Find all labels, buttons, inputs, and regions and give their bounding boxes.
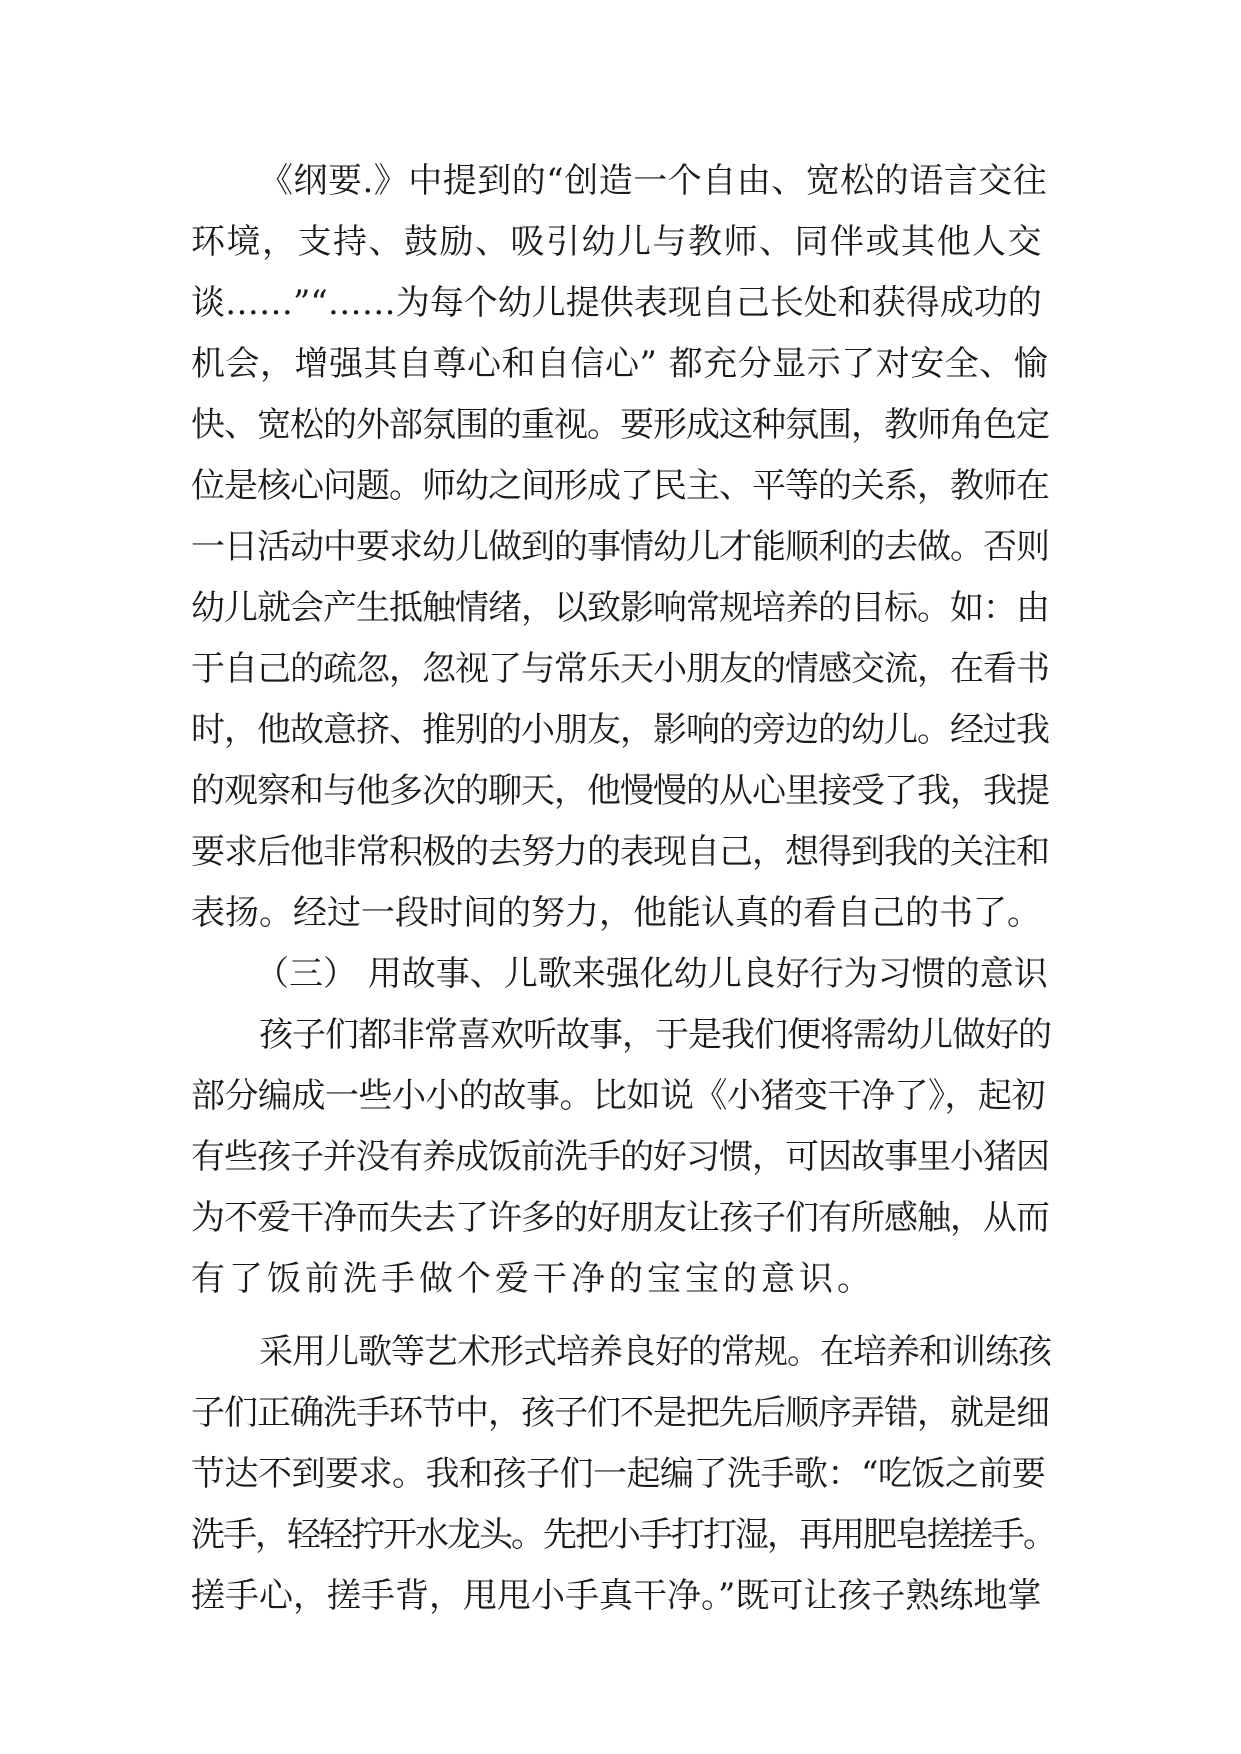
text-line: 有些孩子并没有养成饭前洗手的好习惯，可因故事里小猪因 <box>191 1137 1049 1177</box>
text-line: 子们正确洗手环节中，孩子们不是把先后顺序弄错，就是细 <box>191 1393 1049 1433</box>
text-line: 时，他故意挤、推别的小朋友，影响的旁边的幼儿。经过我 <box>191 710 1049 750</box>
text-line: 一日活动中要求幼儿做到的事情幼儿才能顺利的去做。否则 <box>191 527 1049 567</box>
text-line: 谈……”“……为每个幼儿提供表现自己长处和获得成功的 <box>191 283 1042 323</box>
text-line: 采用儿歌等艺术形式培养良好的常规。在培养和训练孩 <box>259 1332 1051 1372</box>
text-line: 《纲要.》中提到的“创造一个自由、宽松的语言交往 <box>259 161 1048 201</box>
text-line: 孩子们都非常喜欢听故事，于是我们便将需幼儿做好的 <box>259 1015 1051 1055</box>
paragraph-2 <box>191 1005 1051 1310</box>
paragraph-spacer <box>191 1310 1051 1322</box>
text-line: 为不爱干净而失去了许多的好朋友让孩子们有所感触，从而 <box>191 1198 1049 1238</box>
section-heading: （三） 用故事、儿歌来强化幼儿良好行为习惯的意识 <box>255 954 1048 994</box>
text-line: 表扬。经过一段时间的努力，他能认真的看自己的书了。 <box>191 893 1041 933</box>
text-line: 机会，增强其自尊心和自信心” 都充分显示了对安全、愉 <box>191 344 1049 384</box>
text-line: 幼儿就会产生抵触情绪，以致影响常规培养的目标。如：由 <box>191 588 1049 628</box>
text-line: 节达不到要求。我和孩子们一起编了洗手歌：“吃饭之前要 <box>191 1454 1046 1494</box>
text-line: 搓手心，搓手背，甩甩小手真干净。”既可让孩子熟练地掌 <box>191 1576 1042 1616</box>
text-line: 要求后他非常积极的去努力的表现自己，想得到我的关注和 <box>191 832 1049 872</box>
paragraph-3 <box>191 1322 1055 1627</box>
text-line: 的观察和与他多次的聊天，他慢慢的从心里接受了我，我提 <box>191 771 1049 811</box>
text-line: 位是核心问题。师幼之间形成了民主、平等的关系，教师在 <box>191 466 1049 506</box>
text-line: 有了饭前洗手做个爱干净的宝宝的意识。 <box>191 1259 875 1299</box>
text-line: 洗手，轻轻拧开水龙头。先把小手打打湿，再用肥皂搓搓手。 <box>191 1515 1055 1555</box>
text-line: 环境，支持、鼓励、吸引幼儿与教师、同伴或其他人交 <box>191 222 1043 262</box>
text-line: 部分编成一些小小的故事。比如说《小猪变干净了》，起初 <box>191 1076 1045 1116</box>
text-line: 快、宽松的外部氛围的重视。要形成这种氛围，教师角色定 <box>191 405 1049 445</box>
body-text <box>191 151 1055 1627</box>
text-line: 于自己的疏忽，忽视了与常乐天小朋友的情感交流，在看书 <box>191 649 1049 689</box>
paragraph-1 <box>191 151 1051 944</box>
